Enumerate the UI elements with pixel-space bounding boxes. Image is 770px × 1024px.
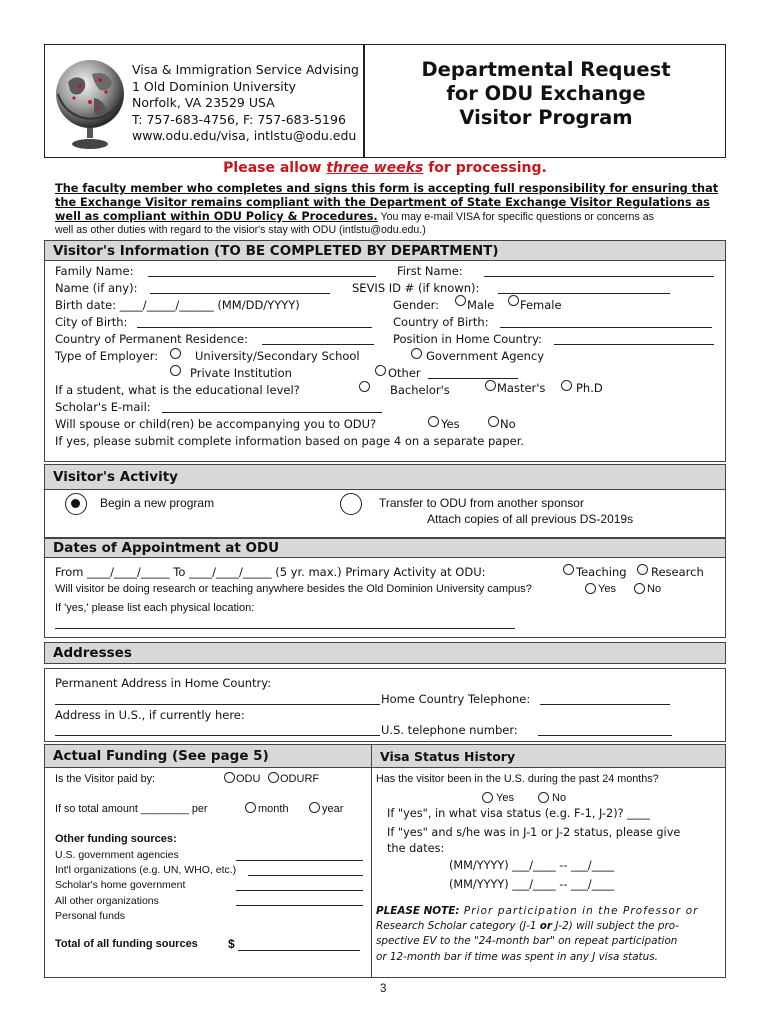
level-phd-radio[interactable]: [561, 380, 572, 391]
activity-begin-radio-dot: [71, 499, 80, 508]
gender-female-label: Female: [520, 298, 562, 312]
activity-heading: Visitor's Activity: [44, 464, 726, 490]
source-other-org: All other organizations: [55, 894, 159, 907]
j-status-line-2: the dates:: [387, 842, 445, 855]
intro-normal-3: You may e-mail VISA for specific questions or concerns as: [377, 210, 654, 223]
location-field[interactable]: [55, 628, 515, 629]
visa-no-label: No: [552, 792, 567, 804]
country-res-label: Country of Permanent Residence:: [55, 332, 248, 346]
intro-line-4: well as other duties with regard to the visior's stay with ODU (intlstu@odu.edu.): [55, 224, 426, 237]
paid-by-label: Is the Visitor paid by:: [55, 773, 156, 785]
source-personal: Personal funds: [55, 909, 126, 922]
intro-line-1: The faculty member who completes and signs this form is accepting full responsibility for ensuring that: [55, 182, 719, 195]
notice-emphasis: three weeks: [326, 160, 424, 176]
student-level-label: If a student, what is the educational level?: [55, 383, 300, 397]
country-res-field[interactable]: [262, 344, 374, 345]
accompany-yes-label: Yes: [441, 417, 460, 431]
elsewhere-no-label: No: [647, 583, 662, 595]
activity-begin-radio[interactable]: [65, 493, 87, 515]
funding-divider: [371, 744, 372, 978]
total-sources-dollar: $: [228, 937, 235, 951]
j-dates-2[interactable]: (MM/YYYY) ___/____ -- ___/____: [449, 878, 615, 891]
page4-instructions: If yes, please submit complete information based on page 4 on a separate paper.: [55, 434, 525, 448]
org-street: 1 Old Dominion University: [132, 78, 297, 94]
org-phone: T: 757-683-4756, F: 757-683-5196: [132, 111, 346, 127]
paid-odurf-label: ODURF: [280, 773, 320, 785]
email-label: Scholar's E-mail:: [55, 400, 151, 414]
city-birth-field[interactable]: [137, 327, 372, 328]
org-city: Norfolk, VA 23529 USA: [132, 95, 275, 111]
j-dates-1[interactable]: (MM/YYYY) ___/____ -- ___/____: [449, 859, 615, 872]
dates-heading: Dates of Appointment at ODU: [44, 538, 726, 558]
please-note: [376, 904, 699, 965]
paid-odurf-radio[interactable]: [268, 772, 279, 783]
activity-research-radio[interactable]: [637, 564, 648, 575]
form-title: [366, 58, 726, 130]
accompany-label: Will spouse or child(ren) be accompanying you to ODU?: [55, 417, 377, 431]
activity-begin-label: Begin a new program: [100, 496, 215, 510]
funding-heading: Actual Funding (See page 5): [44, 744, 372, 768]
position-label: Position in Home Country:: [393, 332, 542, 346]
us-address-label: Address in U.S., if currently here:: [55, 708, 245, 722]
employer-private-label: Private Institution: [190, 366, 292, 380]
sevis-label: SEVIS ID # (if known):: [352, 281, 480, 295]
title-line-2: for ODU Exchange: [446, 82, 646, 105]
notice-pre: Please allow: [223, 160, 327, 176]
elsewhere-question: Will visitor be doing research or teaching anywhere besides the Old Dominion University campus?: [55, 583, 532, 595]
birth-date-field[interactable]: Birth date: ____/_____/______ (MM/DD/YYYY): [55, 298, 300, 312]
note-line-2: [376, 919, 699, 934]
other-name-label: Name (if any):: [55, 281, 138, 295]
visa-question: Has the visitor been in the U.S. during the past 24 months?: [376, 773, 659, 785]
employer-other-field[interactable]: [428, 378, 518, 379]
family-name-field[interactable]: [148, 276, 376, 277]
city-birth-label: City of Birth:: [55, 315, 128, 329]
employer-government-label: Government Agency: [426, 349, 545, 363]
level-masters-radio[interactable]: [485, 380, 496, 391]
intro-text: [55, 182, 727, 238]
funding-sources-list: [55, 848, 236, 924]
globe-logo: [50, 52, 130, 152]
intro-bold-3b: ODU Policy & Procedures.: [213, 209, 378, 223]
visa-history-heading: Visa Status History: [371, 744, 726, 768]
total-sources-label: Total of all funding sources: [55, 938, 198, 950]
gender-male-radio[interactable]: [455, 295, 466, 306]
country-birth-field[interactable]: [500, 327, 712, 328]
activity-transfer-radio[interactable]: [340, 493, 362, 515]
other-name-field[interactable]: [150, 293, 330, 294]
us-phone-label: U.S. telephone number:: [381, 723, 518, 737]
note-text-2a: Research Scholar category (J-1: [376, 920, 540, 933]
intro-bold-3a: well as compliant within: [55, 209, 214, 223]
visa-no-radio[interactable]: [538, 792, 549, 803]
note-text-2c: J-2) will subject the pro-: [552, 920, 679, 933]
intro-line-3: [55, 210, 727, 225]
org-address-block: [132, 62, 359, 145]
per-month-label: month: [258, 803, 289, 815]
level-bachelors-label: Bachelor's: [390, 383, 450, 397]
other-sources-label: Other funding sources:: [55, 833, 177, 845]
dates-from-to[interactable]: From ____/____/_____ To ____/____/_____ (5 yr. max.) Primary Activity at ODU:: [55, 565, 486, 579]
per-year-radio[interactable]: [309, 802, 320, 813]
first-name-label: First Name:: [397, 264, 463, 278]
activity-teaching-radio[interactable]: [563, 564, 574, 575]
visitor-info-heading: Visitor's Information (TO BE COMPLETED BY DEPARTMENT): [44, 240, 726, 261]
addresses-heading: Addresses: [44, 642, 726, 664]
home-phone-field[interactable]: [540, 704, 670, 705]
source-us-gov-field[interactable]: [236, 860, 363, 861]
title-line-3: Visitor Program: [459, 106, 633, 129]
location-label: If 'yes,' please list each physical location:: [55, 602, 255, 614]
us-address-field[interactable]: [55, 735, 380, 736]
notice-post: for processing.: [423, 160, 547, 176]
level-bachelors-radio[interactable]: [359, 381, 370, 392]
email-field[interactable]: [162, 412, 382, 413]
permanent-address-field[interactable]: [55, 704, 380, 705]
employer-other-radio[interactable]: [375, 365, 386, 376]
processing-notice: [0, 160, 770, 176]
employer-label: Type of Employer:: [55, 349, 159, 363]
level-masters-label: Master's: [497, 381, 546, 395]
source-other-org-field[interactable]: [236, 905, 363, 906]
source-intl-org-field[interactable]: [248, 875, 363, 876]
source-us-gov: U.S. government agencies: [55, 849, 179, 861]
j-status-line-1: If "yes" and s/he was in J-1 or J-2 status, please give: [387, 826, 681, 839]
visa-yes-radio[interactable]: [482, 792, 493, 803]
note-label: PLEASE NOTE:: [376, 905, 460, 917]
paid-odu-label: ODU: [236, 773, 261, 785]
employer-government-radio[interactable]: [411, 348, 422, 359]
activity-research-label: Research: [651, 565, 704, 579]
intro-line-2: the Exchange Visitor remains compliant with the Department of State Exchange Visitor Regulations as: [55, 195, 710, 209]
employer-university-radio[interactable]: [170, 348, 181, 359]
employer-other-label: Other: [388, 366, 421, 380]
permanent-address-label: Permanent Address in Home Country:: [55, 676, 272, 690]
visa-yes-label: Yes: [496, 792, 514, 804]
note-text-2b: or: [539, 920, 553, 933]
employer-university-label: University/Secondary School: [195, 349, 360, 363]
gender-label: Gender:: [393, 298, 440, 312]
activity-teaching-label: Teaching: [576, 565, 627, 579]
home-phone-label: Home Country Telephone:: [381, 692, 531, 706]
org-name: Visa & Immigration Service Advising: [132, 62, 359, 77]
us-phone-field[interactable]: [538, 735, 672, 736]
source-home-gov: Scholar's home government: [55, 879, 186, 892]
note-text-1: Prior participation in the Professor or: [459, 905, 699, 917]
header-divider: [363, 44, 365, 158]
note-line-4: or 12-month bar if time was spent in any J visa status.: [376, 950, 658, 963]
elsewhere-yes-label: Yes: [598, 583, 616, 595]
per-month-radio[interactable]: [245, 802, 256, 813]
visa-status-field[interactable]: If "yes", in what visa status (e.g. F-1, J-2)? ____: [387, 807, 650, 820]
elsewhere-yes-radio[interactable]: [585, 583, 596, 594]
total-sources-field[interactable]: [238, 950, 360, 951]
employer-private-radio[interactable]: [170, 365, 181, 376]
sevis-field[interactable]: [498, 293, 670, 294]
accompany-yes-radio[interactable]: [428, 416, 439, 427]
accompany-no-label: No: [500, 417, 516, 431]
accompany-no-radio[interactable]: [488, 416, 499, 427]
note-line-3: spective EV to the "24-month bar" on repeat participation: [376, 935, 678, 948]
org-web[interactable]: www.odu.edu/visa, intlstu@odu.edu: [132, 128, 357, 144]
gender-female-radio[interactable]: [508, 295, 519, 306]
title-line-1: Departmental Request: [421, 58, 671, 81]
activity-attach-note: Attach copies of all previous DS-2019s: [427, 512, 634, 526]
first-name-field[interactable]: [484, 276, 714, 277]
page-number: 3: [380, 983, 387, 995]
per-year-label: year: [322, 803, 344, 815]
source-intl-org: Int'l organizations (e.g. UN, WHO, etc.): [55, 864, 237, 877]
gender-male-label: Male: [467, 298, 495, 312]
level-phd-label: Ph.D: [576, 381, 603, 395]
activity-transfer-label: Transfer to ODU from another sponsor: [379, 496, 584, 510]
elsewhere-no-radio[interactable]: [634, 583, 645, 594]
position-field[interactable]: [554, 344, 714, 345]
country-birth-label: Country of Birth:: [393, 315, 489, 329]
note-line-1: [376, 904, 699, 919]
paid-odu-radio[interactable]: [224, 772, 235, 783]
source-home-gov-field[interactable]: [236, 890, 363, 891]
family-name-label: Family Name:: [55, 264, 134, 278]
total-amount-label[interactable]: If so total amount ________ per: [55, 803, 208, 815]
